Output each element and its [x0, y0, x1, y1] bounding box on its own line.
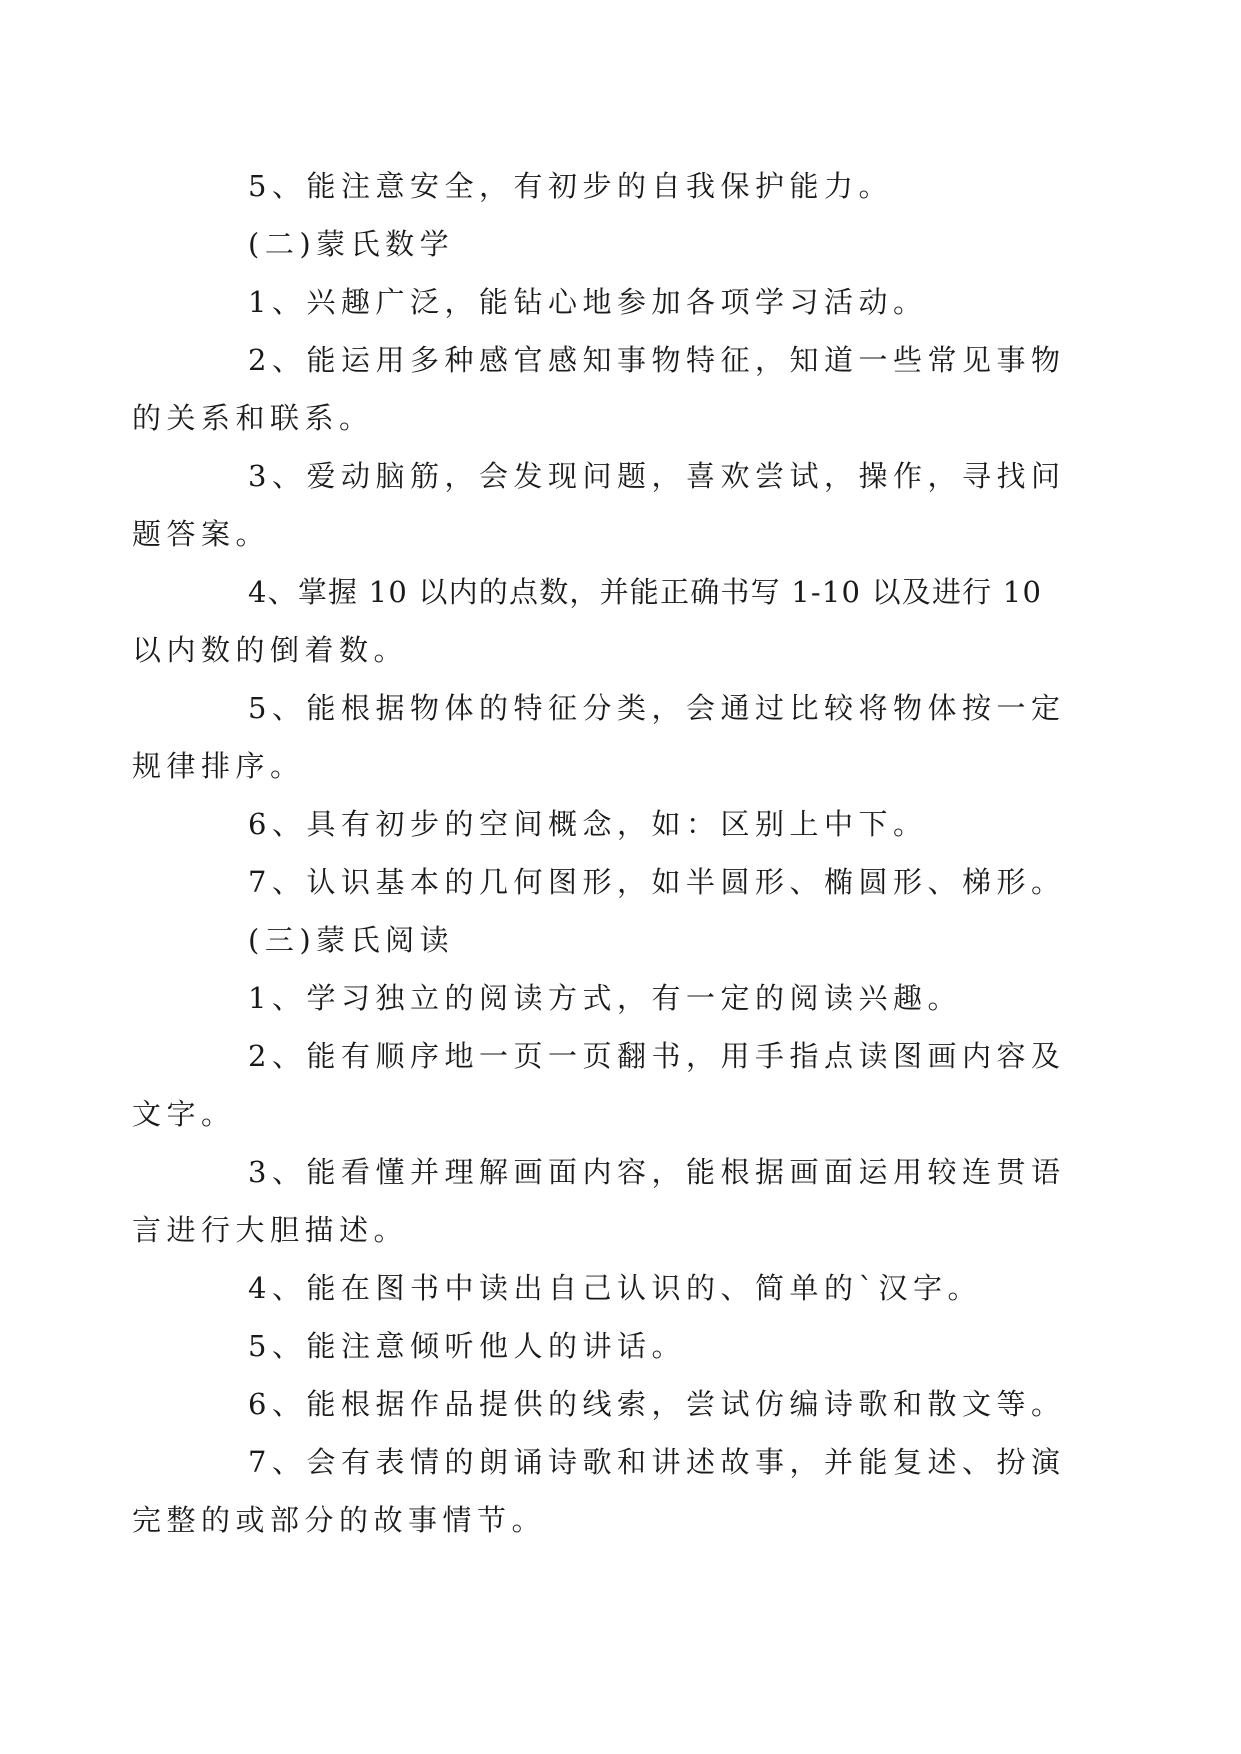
text-line: 5、能根据物体的特征分类，会通过比较将物体按一定: [248, 691, 1066, 725]
text-line: 2、能运用多种感官感知事物特征，知道一些常见事物: [248, 343, 1066, 377]
paragraph-math-3: [132, 447, 1066, 563]
section-heading-reading: [190, 911, 1052, 969]
text-line-continued: 完整的或部分的故事情节。: [132, 1503, 547, 1537]
text-line: 6、能根据作品提供的线索，尝试仿编诗歌和散文等。: [248, 1387, 1066, 1421]
text-line: 7、会有表情的朗诵诗歌和讲述故事，并能复述、扮演: [248, 1445, 1066, 1479]
paragraph-safety: [190, 157, 1052, 215]
text-line: 5、能注意安全，有初步的自我保护能力。: [248, 169, 893, 203]
text-line: 7、认识基本的几何图形，如半圆形、椭圆形、梯形。: [248, 865, 1066, 899]
text-line: 3、爱动脑筋，会发现问题，喜欢尝试，操作，寻找问: [248, 459, 1066, 493]
paragraph-reading-2: [132, 1027, 1066, 1143]
paragraph-math-5: [132, 679, 1066, 795]
paragraph-math-1: [190, 273, 1052, 331]
text-line-continued: 以内数的倒着数。: [132, 633, 409, 667]
paragraph-reading-4: [190, 1259, 1052, 1317]
text-line: 1、学习独立的阅读方式，有一定的阅读兴趣。: [248, 981, 962, 1015]
section-heading-math: [190, 215, 1052, 273]
text-line: (二)蒙氏数学: [248, 227, 455, 261]
paragraph-reading-1: [190, 969, 1052, 1027]
text-line-continued: 题答案。: [132, 517, 271, 551]
paragraph-reading-3: [132, 1143, 1066, 1259]
paragraph-math-4: [132, 563, 1052, 679]
paragraph-math-7: [190, 853, 1066, 911]
text-line: 2、能有顺序地一页一页翻书，用手指点读图画内容及: [248, 1039, 1066, 1073]
document-body: [132, 157, 1066, 1549]
paragraph-reading-7: [132, 1433, 1066, 1549]
text-line: 4、掌握 10 以内的点数，并能正确书写 1-10 以及进行 10: [248, 575, 1043, 609]
paragraph-reading-6: [190, 1375, 1066, 1433]
paragraph-reading-5: [190, 1317, 1052, 1375]
text-line: 4、能在图书中读出自己认识的、简单的`汉字。: [248, 1271, 982, 1305]
paragraph-math-2: [132, 331, 1066, 447]
text-line: 6、具有初步的空间概念，如：区别上中下。: [248, 807, 928, 841]
text-line: 5、能注意倾听他人的讲话。: [248, 1329, 686, 1363]
text-line: (三)蒙氏阅读: [248, 923, 455, 957]
text-line-continued: 文字。: [132, 1097, 236, 1131]
text-line: 1、兴趣广泛，能钻心地参加各项学习活动。: [248, 285, 928, 319]
text-line-continued: 的关系和联系。: [132, 401, 374, 435]
paragraph-math-6: [190, 795, 1052, 853]
text-line-continued: 言进行大胆描述。: [132, 1213, 409, 1247]
text-line-continued: 规律排序。: [132, 749, 305, 783]
text-line: 3、能看懂并理解画面内容，能根据画面运用较连贯语: [248, 1155, 1066, 1189]
